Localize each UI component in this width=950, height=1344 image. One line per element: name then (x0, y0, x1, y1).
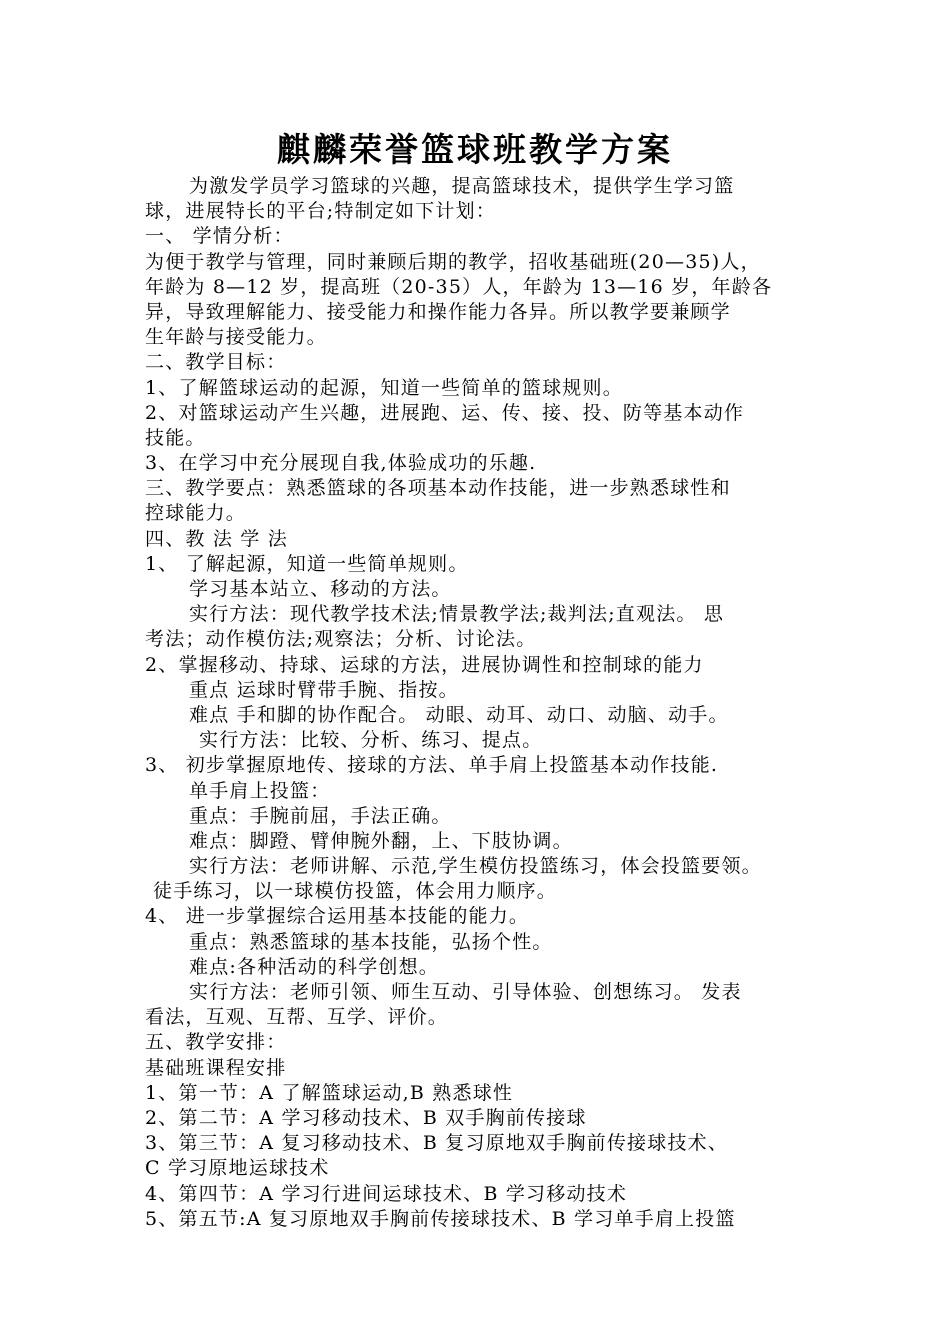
text-line: 1、了解篮球运动的起源，知道一些简单的篮球规则。 (145, 376, 623, 399)
text-line: 控球能力。 (145, 502, 247, 525)
document-body (145, 174, 835, 1232)
text-line: 徒手练习，以一球模仿投篮，体会用力顺序。 (153, 880, 558, 903)
text-line: 3、在学习中充分展现自我,体验成功的乐趣. (145, 452, 537, 475)
text-line: 实行方法：老师讲解、示范,学生模仿投篮练习，体会投篮要领。 (189, 855, 762, 878)
text-line: 3、 初步掌握原地传、接球的方法、单手肩上投篮基本动作技能. (145, 754, 719, 777)
text-line: 四、教 法 学 法 (145, 527, 288, 550)
text-line: 2、掌握移动、持球、运球的方法，进展协调性和控制球的能力 (145, 653, 704, 676)
text-line: 1、 了解起源，知道一些简单规则。 (145, 552, 469, 575)
text-line: 五、教学安排： (145, 1031, 287, 1054)
text-line: 实行方法：老师引领、师生互动、引导体验、创想练习。 发表 (189, 981, 742, 1003)
text-line: 4、 进一步掌握综合运用基本技能的能力。 (145, 905, 530, 928)
text-line: 4、第四节：A 学习行进间运球技术、B 学习移动技术 (145, 1182, 628, 1205)
text-line: 实行方法：比较、分析、练习、提点。 (199, 729, 543, 752)
text-line: 2、对篮球运动产生兴趣，进展跑、运、传、接、投、防等基本动作 (145, 401, 745, 424)
text-line: 单手肩上投篮： (189, 779, 331, 802)
text-line: 为便于教学与管理，同时兼顾后期的教学，招收基础班(20—35)人， (145, 250, 761, 273)
text-line: 2、第二节：A 学习移动技术、B 双手胸前传接球 (145, 1106, 587, 1129)
text-line: 异，导致理解能力、接受能力和操作能力各异。所以教学要兼顾学 (145, 300, 731, 323)
text-line: 难点:各种活动的科学创想。 (189, 955, 440, 978)
text-line: 难点：脚蹬、臂伸腕外翻，上、下肢协调。 (189, 829, 573, 852)
text-line: 一、 学情分析： (145, 225, 294, 248)
text-line: 重点：手腕前屈，手法正确。 (189, 804, 452, 827)
text-line: 学习基本站立、移动的方法。 (189, 578, 452, 600)
text-line: 难点 手和脚的协作配合。 动眼、动耳、动口、动脑、动手。 (189, 703, 729, 726)
text-line: 5、第五节:A 复习原地双手胸前传接球技术、B 学习单手肩上投篮 (145, 1207, 736, 1230)
text-line: 基础班课程安排 (145, 1056, 287, 1079)
text-line: 球，进展特长的平台;特制定如下计划： (145, 200, 497, 223)
text-line: 实行方法：现代教学技术法;情景教学法;裁判法;直观法。 思 (189, 603, 725, 626)
text-line: 三、教学要点：熟悉篮球的各项基本动作技能，进一步熟悉球性和 (145, 477, 731, 500)
text-line: 技能。 (145, 426, 206, 449)
text-line: 3、第三节：A 复习移动技术、B 复习原地双手胸前传接球技术、 (145, 1132, 729, 1155)
text-line: 考法；动作模仿法;观察法；分析、讨论法。 (145, 628, 537, 651)
text-line: 年龄为 8—12 岁，提高班（20-35）人，年龄为 13—16 岁，年龄各 (145, 275, 773, 298)
text-line: 二、教学目标： (145, 351, 287, 374)
document-title: 麒麟荣誉篮球班教学方案 (277, 130, 673, 169)
text-line: 1、第一节：A 了解篮球运动,B 熟悉球性 (145, 1081, 514, 1104)
text-line: 生年龄与接受能力。 (145, 326, 327, 349)
text-line: 重点 运球时臂带手腕、指按。 (189, 678, 459, 701)
text-line: 为激发学员学习篮球的兴趣，提高篮球技术，提供学生学习篮 (189, 175, 735, 197)
text-line: 看法，互观、互帮、互学、评价。 (145, 1006, 449, 1029)
text-line: 重点：熟悉篮球的基本技能，弘扬个性。 (189, 930, 553, 953)
text-line: C 学习原地运球技术 (145, 1157, 330, 1180)
